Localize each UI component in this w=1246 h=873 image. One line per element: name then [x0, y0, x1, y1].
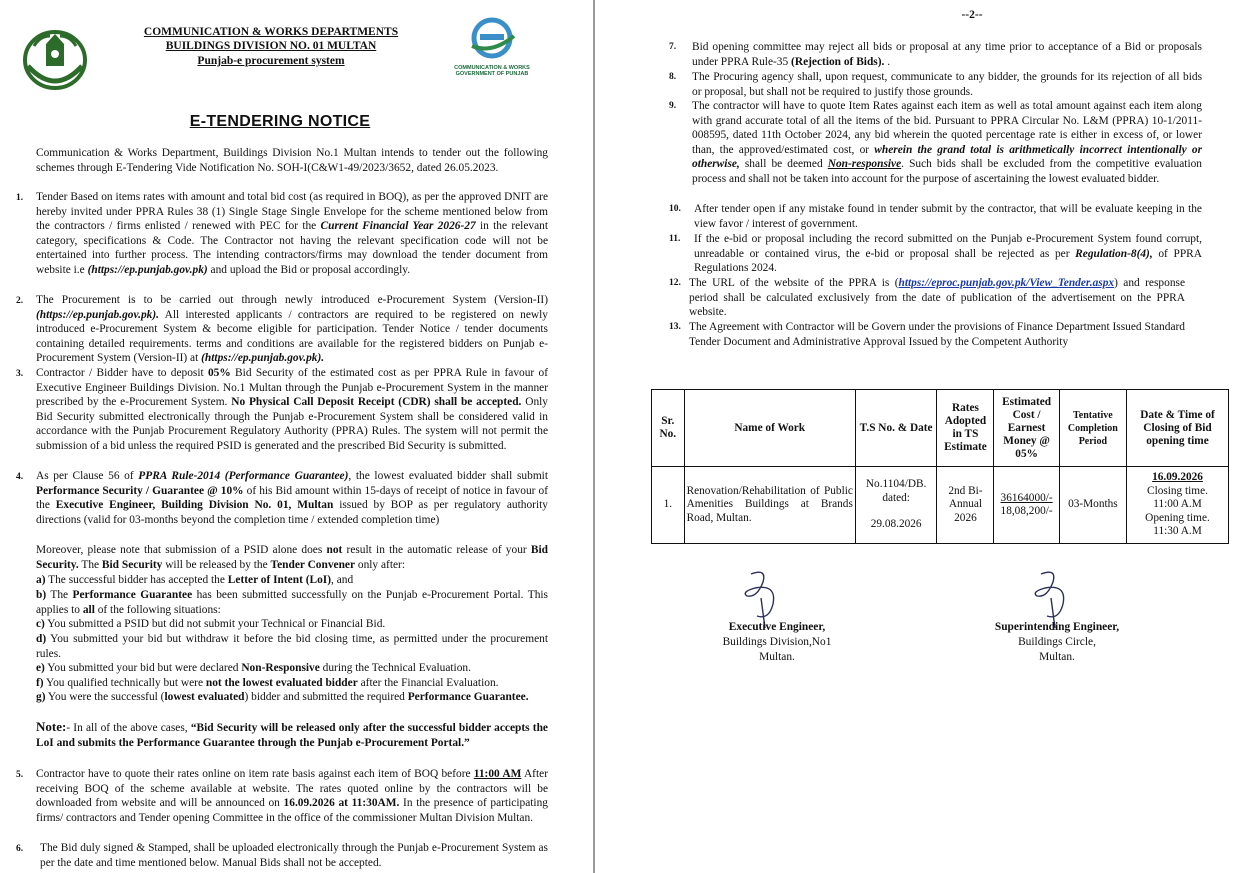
cell-ts: No.1104/DB. dated: 29.08.2026	[855, 467, 937, 544]
cell-sr: 1.	[652, 467, 685, 544]
notice-title: E-TENDERING NOTICE	[189, 113, 371, 130]
page-divider	[593, 0, 595, 873]
clause-3: Contractor / Bidder have to deposit 05% Bid Security of the estimated cost as per PPRA Rule in favour of Executive Engineer Buildings Division. No.1 Multan through the Punjab e-Procurement System in the manner prescribed by the e-Procurement System. No Physical Call Deposit Receipt (CDR) shall be accepted. Only Bid Security submitted electronically through the Punjab e-Procurement System shall be considered valid in accordance with the Punjab Procurement Regulatory Authority (PPRA) Rules. The system will not permit the submission of a bid unless the required PSID is generated and the prescribed Bid Security is submitted.	[36, 367, 548, 452]
clause-7: Bid opening committee may reject all bids or proposal at any time prior to acceptance of a Bid or proposals under PPRA Rule-35 (Rejection of Bids). .	[692, 41, 1202, 68]
clause-8: The Procuring agency shall, upon request, communicate to any bidder, the grounds for its rejection of all bids or proposal, but shall not be required to justify those grounds.	[692, 71, 1202, 98]
cw-department-logo	[446, 16, 538, 78]
page-number: --2--	[961, 9, 983, 21]
cell-cost: 36164000/- 18,08,200/-	[994, 467, 1059, 544]
bid-security-paragraph: Moreover, please note that submission of a PSID alone does not result in the automatic release of your Bid Security. The Bid Security will be released by the Tender Convener only after:	[36, 544, 548, 571]
clause-2: The Procurement is to be carried out through newly introduced e-Procurement System (Version-II) (https://ep.punjab.gov.pk). All interested applicants / contractors are required to be registered on newly introduced e-Procurement System & become eligible for participation. Tender Notice / tender documents containing detailed requirements. terms and conditions are available for the registered bidders on Punjab e-Procurement System (Version-II) at (https://ep.punjab.gov.pk).	[36, 294, 548, 365]
tender-schedule-table	[651, 389, 1229, 544]
clause-1: Tender Based on items rates with amount and total bid cost (as required in BOQ), as per the approved DNIT are hereby invited under PPRA Rules 38 (1) Single Stage Single Envelope for the scheme mentioned below from the contractors / firms enlisted / renewed with PEC for the Current Financial Year 2026-27 in the relevant category, specifications & Code. The Contractor not having the relevant specification code will not be entertained into further process. The intending contractors/firms may download the tender document from website i.e (https://ep.punjab.gov.pk) and upload the Bid or proposal accordingly.	[36, 191, 549, 276]
item-number: 6.	[16, 844, 24, 854]
col-header-name: Name of Work	[684, 390, 855, 467]
cell-period: 03-Months	[1059, 467, 1126, 544]
item-number: 8.	[669, 72, 677, 82]
page-two	[597, 0, 1246, 873]
col-header-closing: Date & Time of Closing of Bid opening time	[1127, 390, 1229, 467]
superintending-engineer-signature: Superintending Engineer, Buildings Circle, Multan.	[977, 568, 1137, 668]
table-header-row	[652, 390, 1229, 467]
col-header-rates: Rates Adopted in TS Estimate	[937, 390, 994, 467]
logo-caption-1: COMMUNICATION & WORKS	[454, 65, 530, 71]
cw-emblem-icon	[462, 16, 522, 60]
clause-4: As per Clause 56 of PPRA Rule-2014 (Performance Guarantee), the lowest evaluated bidder shall submit Performance Security / Guarantee @ 10% of his Bid amount within 15-days of receipt of notice in favour of the Executive Engineer, Building Division No. 01, Multan issued by BOP as per regulatory authority directions (valid for 03-months beyond the completion time / extended completion time)	[36, 470, 549, 526]
item-number: 10.	[669, 204, 681, 214]
condition-d: d) You submitted your bid but withdraw it before the bid closing time, as permitted under the procurement rules.	[36, 633, 548, 660]
clause-13: The Agreement with Contractor will be Govern under the provisions of Finance Department Issued Standard Tender Document and Administrative Approval Issued by the Competent Authority	[689, 321, 1185, 348]
page-one	[0, 0, 592, 873]
item-number: 1.	[16, 193, 24, 203]
col-header-ts: T.S No. & Date	[855, 390, 937, 467]
cell-name-of-work: Renovation/Rehabilitation of Public Amenities Buildings at Brands Road, Multan.	[684, 467, 855, 544]
col-header-period: Tentative Completion Period	[1059, 390, 1126, 467]
clause-6: The Bid duly signed & Stamped, shall be uploaded electronically through the Punjab e-Procurement System as per the date and time mentioned below. Manual Bids shall not be accepted.	[40, 842, 548, 869]
ppra-url-link[interactable]: https://eproc.punjab.gov.pk/View_Tender.aspx	[898, 277, 1115, 289]
item-number: 2.	[16, 296, 24, 306]
condition-c: c) You submitted a PSID but did not submit your Technical or Financial Bid.	[36, 618, 386, 630]
cell-closing: 16.09.2026 Closing time. 11:00 A.M Opening time. 11:30 A.M	[1127, 467, 1229, 544]
header-line-2: BUILDINGS DIVISION NO. 01 MULTAN	[165, 40, 377, 52]
condition-g: g) You were the successful (lowest evaluated) bidder and submitted the required Performance Guarantee.	[36, 691, 529, 703]
clause-12: The URL of the website of the PPRA is (https://eproc.punjab.gov.pk/View_Tender.aspx) and response period shall be calculated exclusively from the date of publication of the advertisement on the PPRA website.	[689, 277, 1185, 319]
table-row	[652, 467, 1229, 544]
clause-10: After tender open if any mistake found in tender submit by the contractor, that will be evaluate keeping in the view favor / interest of government.	[694, 203, 1202, 230]
punjab-government-logo	[20, 26, 90, 92]
clause-5: Contractor have to quote their rates online on item rate basis against each item of BOQ before 11:00 AM After receiving BOQ of the scheme available at website. The rates quoted online by the contractors will be downloaded from website and will be announced on 16.09.2026 at 11:30AM. In the presence of participating firms/ contractors and Tender opening Committee in the office of the commissioner Multan Division Multan.	[36, 768, 548, 824]
header-line-3: Punjab-e procurement system	[197, 55, 345, 67]
executive-engineer-signature: Executive Engineer, Buildings Division,No1 Multan.	[697, 568, 857, 668]
item-number: 7.	[669, 42, 677, 52]
item-number: 9.	[669, 101, 677, 111]
item-number: 5.	[16, 770, 24, 780]
item-number: 11.	[669, 234, 681, 244]
logo-caption-2: GOVERNMENT OF PUNJAB	[455, 71, 529, 77]
condition-e: e) You submitted your bid but were declared Non-Responsive during the Technical Evaluation.	[36, 662, 471, 674]
clause-11: If the e-bid or proposal including the record submitted on the Punjab e-Procurement System found corrupt, unreadable or contained virus, the e-bid or proposal shall be rejected as per Regulation-8(4), of PPRA Regulations 2024.	[694, 233, 1202, 275]
item-number: 13.	[669, 322, 681, 332]
condition-b: b) The Performance Guarantee has been submitted successfully on the Punjab e-Procurement Portal. This applies to all of the following situations:	[36, 589, 548, 616]
intro-paragraph: Communication & Works Department, Buildings Division No.1 Multan intends to tender out the following schemes through E-Tendering Vide Notification No. SOH-I(C&W1-49/2023/3652, dated 26.05.2023.	[36, 147, 548, 174]
condition-a: a) The successful bidder has accepted the Letter of Intent (LoI), and	[36, 574, 354, 586]
condition-f: f) You qualified technically but were not the lowest evaluated bidder after the Financial Evaluation.	[36, 677, 499, 689]
item-number: 4.	[16, 472, 24, 482]
col-header-cost: Estimated Cost / Earnest Money @ 05%	[994, 390, 1059, 467]
note-paragraph: Note:- In all of the above cases, “Bid Security will be released only after the successful bidder accepts the LoI and submits the Performance Guarantee through the Punjab e-Procurement Portal.”	[36, 719, 548, 749]
item-number: 12.	[669, 278, 681, 288]
item-number: 3.	[16, 369, 24, 379]
header-line-1: COMMUNICATION & WORKS DEPARTMENTS	[143, 26, 399, 38]
clause-9: The contractor will have to quote Item Rates against each item as well as total amount against each item along with grand accurate total of all the items of the bid. Pursuant to PPRA Circular No. L&M (PPRA) 10-1/2011-008595, dated 11th October 2024, any bid wherein the quoted percentage rate is either in excess of, or lower than, the approved/estimated cost, or wherein the grand total is arithmetically incorrect intentionally or otherwise, shall be deemed Non-responsive. Such bids shall be excluded from the competitive evaluation process and shall not be taken into account for the purpose of ascertaining the lowest evaluated bidder.	[692, 100, 1202, 185]
col-header-sr: Sr. No.	[652, 390, 685, 467]
cell-rates: 2nd Bi-Annual 2026	[937, 467, 994, 544]
